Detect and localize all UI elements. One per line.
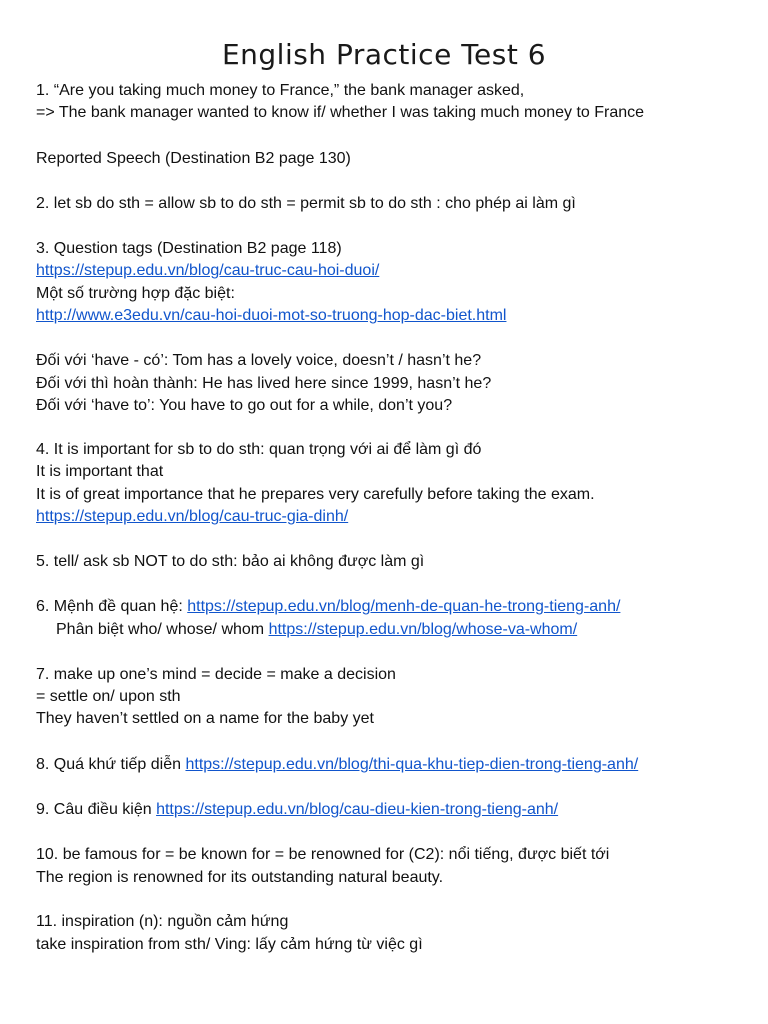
reported-speech-note: Reported Speech (Destination B2 page 130) [36, 150, 351, 167]
item-2: 2. let sb do sth = allow sb to do sth = permit sb to do sth : cho phép ai làm gì [36, 195, 576, 212]
item-7-line-2: = settle on/ upon sth [36, 688, 181, 705]
item-4-link-line[interactable] [36, 507, 348, 527]
item-1-question: 1. “Are you taking much money to France,” the bank manager asked, [36, 82, 525, 99]
perfect-tense-case: Đối với thì hoàn thành: He has lived here since 1999, hasn’t he? [36, 375, 492, 392]
item-3: 3. Question tags (Destination B2 page 118) [36, 240, 342, 257]
item-3-link[interactable] [36, 261, 379, 281]
have-case: Đối với ‘have - có’: Tom has a lovely voice, doesn’t / hasn’t he? [36, 352, 482, 369]
whose-whom-link[interactable]: https://stepup.edu.vn/blog/whose-va-whom/ [268, 621, 578, 638]
item-10: 10. be famous for = be known for = be renowned for (C2): nổi tiếng, được biết tới [36, 846, 610, 863]
item-9 [36, 800, 558, 820]
item-1-answer: => The bank manager wanted to know if/ whether I was taking much money to France [36, 104, 645, 121]
special-cases-label: Một số trường hợp đặc biệt: [36, 285, 235, 302]
item-11: 11. inspiration (n): nguồn cảm hứng [36, 913, 289, 930]
page-title: English Practice Test 6 [221, 38, 547, 71]
item-5: 5. tell/ ask sb NOT to do sth: bảo ai không được làm gì [36, 553, 425, 570]
item-4-example: It is of great importance that he prepares very carefully before taking the exam. [36, 486, 595, 503]
item-4: 4. It is important for sb to do sth: quan trọng với ai để làm gì đó [36, 441, 482, 458]
item-7-example: They haven’t settled on a name for the baby yet [36, 710, 374, 727]
have-to-case: Đối với ‘have to’: You have to go out for a while, don’t you? [36, 397, 453, 414]
item-8-label: 8. Quá khứ tiếp diễn [36, 756, 186, 773]
item-8 [36, 755, 638, 775]
item-6-sub-label: Phân biệt who/ whose/ whom [56, 621, 269, 638]
past-continuous-link[interactable]: https://stepup.edu.vn/blog/thi-qua-khu-tiep-dien-trong-tieng-anh/ [185, 756, 639, 773]
subjunctive-link[interactable]: https://stepup.edu.vn/blog/cau-truc-gia-dinh/ [36, 508, 349, 525]
item-11-line-2: take inspiration from sth/ Ving: lấy cảm hứng từ việc gì [36, 936, 423, 953]
item-10-example: The region is renowned for its outstanding natural beauty. [36, 869, 444, 886]
item-9-label: 9. Câu điều kiện [36, 801, 157, 818]
special-cases-link-line[interactable] [36, 306, 506, 326]
item-6-label: 6. Mệnh đề quan hệ: [36, 598, 188, 615]
item-7: 7. make up one’s mind = decide = make a decision [36, 666, 396, 683]
question-tags-link[interactable]: https://stepup.edu.vn/blog/cau-truc-cau-hoi-duoi/ [36, 262, 380, 279]
relative-clause-link[interactable]: https://stepup.edu.vn/blog/menh-de-quan-he-trong-tieng-anh/ [187, 598, 621, 615]
item-6 [36, 597, 620, 617]
special-cases-link[interactable]: http://www.e3edu.vn/cau-hoi-duoi-mot-so-truong-hop-dac-biet.html [36, 307, 507, 324]
item-4-line-2: It is important that [36, 463, 164, 480]
conditionals-link[interactable]: https://stepup.edu.vn/blog/cau-dieu-kien-trong-tieng-anh/ [156, 801, 559, 818]
item-6-sub [56, 620, 577, 640]
